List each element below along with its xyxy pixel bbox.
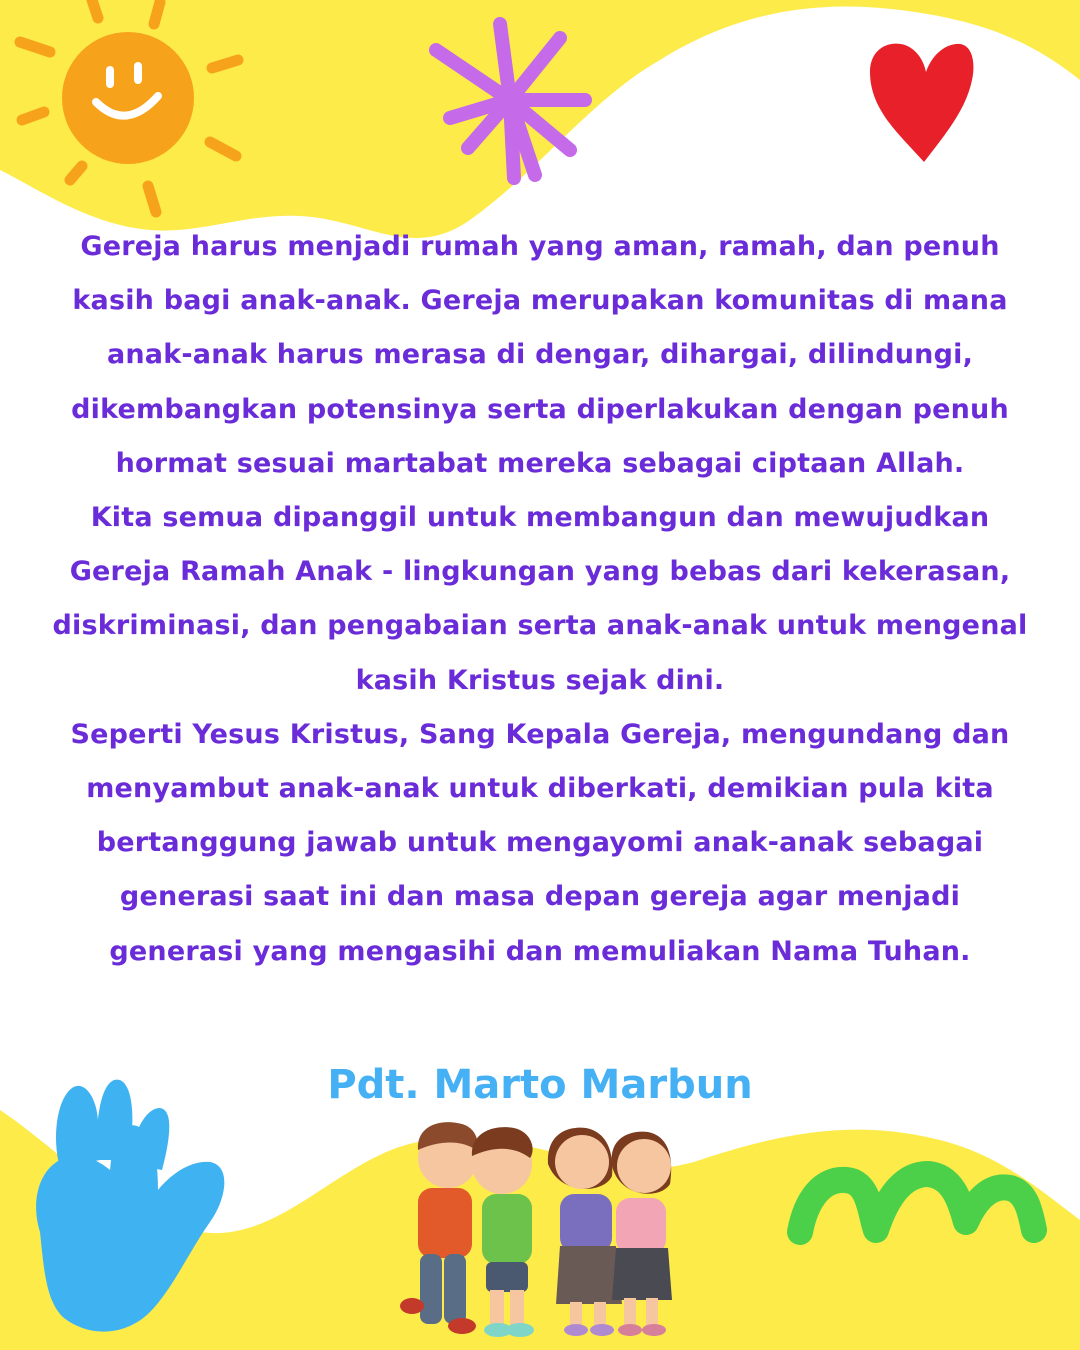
signature: Pdt. Marto Marbun bbox=[327, 1062, 753, 1108]
message-text bbox=[50, 220, 1030, 979]
message-paragraph-2: Kita semua dipanggil untuk membangun dan mewujudkan Gereja Ramah Anak - lingkungan yang bebas dari kekerasan, diskriminasi, dan pengabaian serta anak-anak untuk mengenal kasih Kristus sejak dini. bbox=[52, 502, 1028, 696]
heart-icon bbox=[870, 44, 973, 162]
message-paragraph-1: Gereja harus menjadi rumah yang aman, ramah, dan penuh kasih bagi anak-anak. Gereja merupakan komunitas di mana anak-anak harus merasa di dengar, dihargai, dilindungi, dikembangkan potensinya serta diperlakukan dengan penuh hormat sesuai martabat mereka sebagai ciptaan Allah. bbox=[71, 231, 1009, 479]
message-paragraph-3: Seperti Yesus Kristus, Sang Kepala Gereja, mengundang dan menyambut anak-anak untuk diberkati, demikian pula kita bertanggung jawab untuk mengayomi anak-anak sebagai generasi saat ini dan masa depan gereja agar menjadi generasi yang mengasihi dan memuliakan Nama Tuhan. bbox=[70, 718, 1010, 967]
